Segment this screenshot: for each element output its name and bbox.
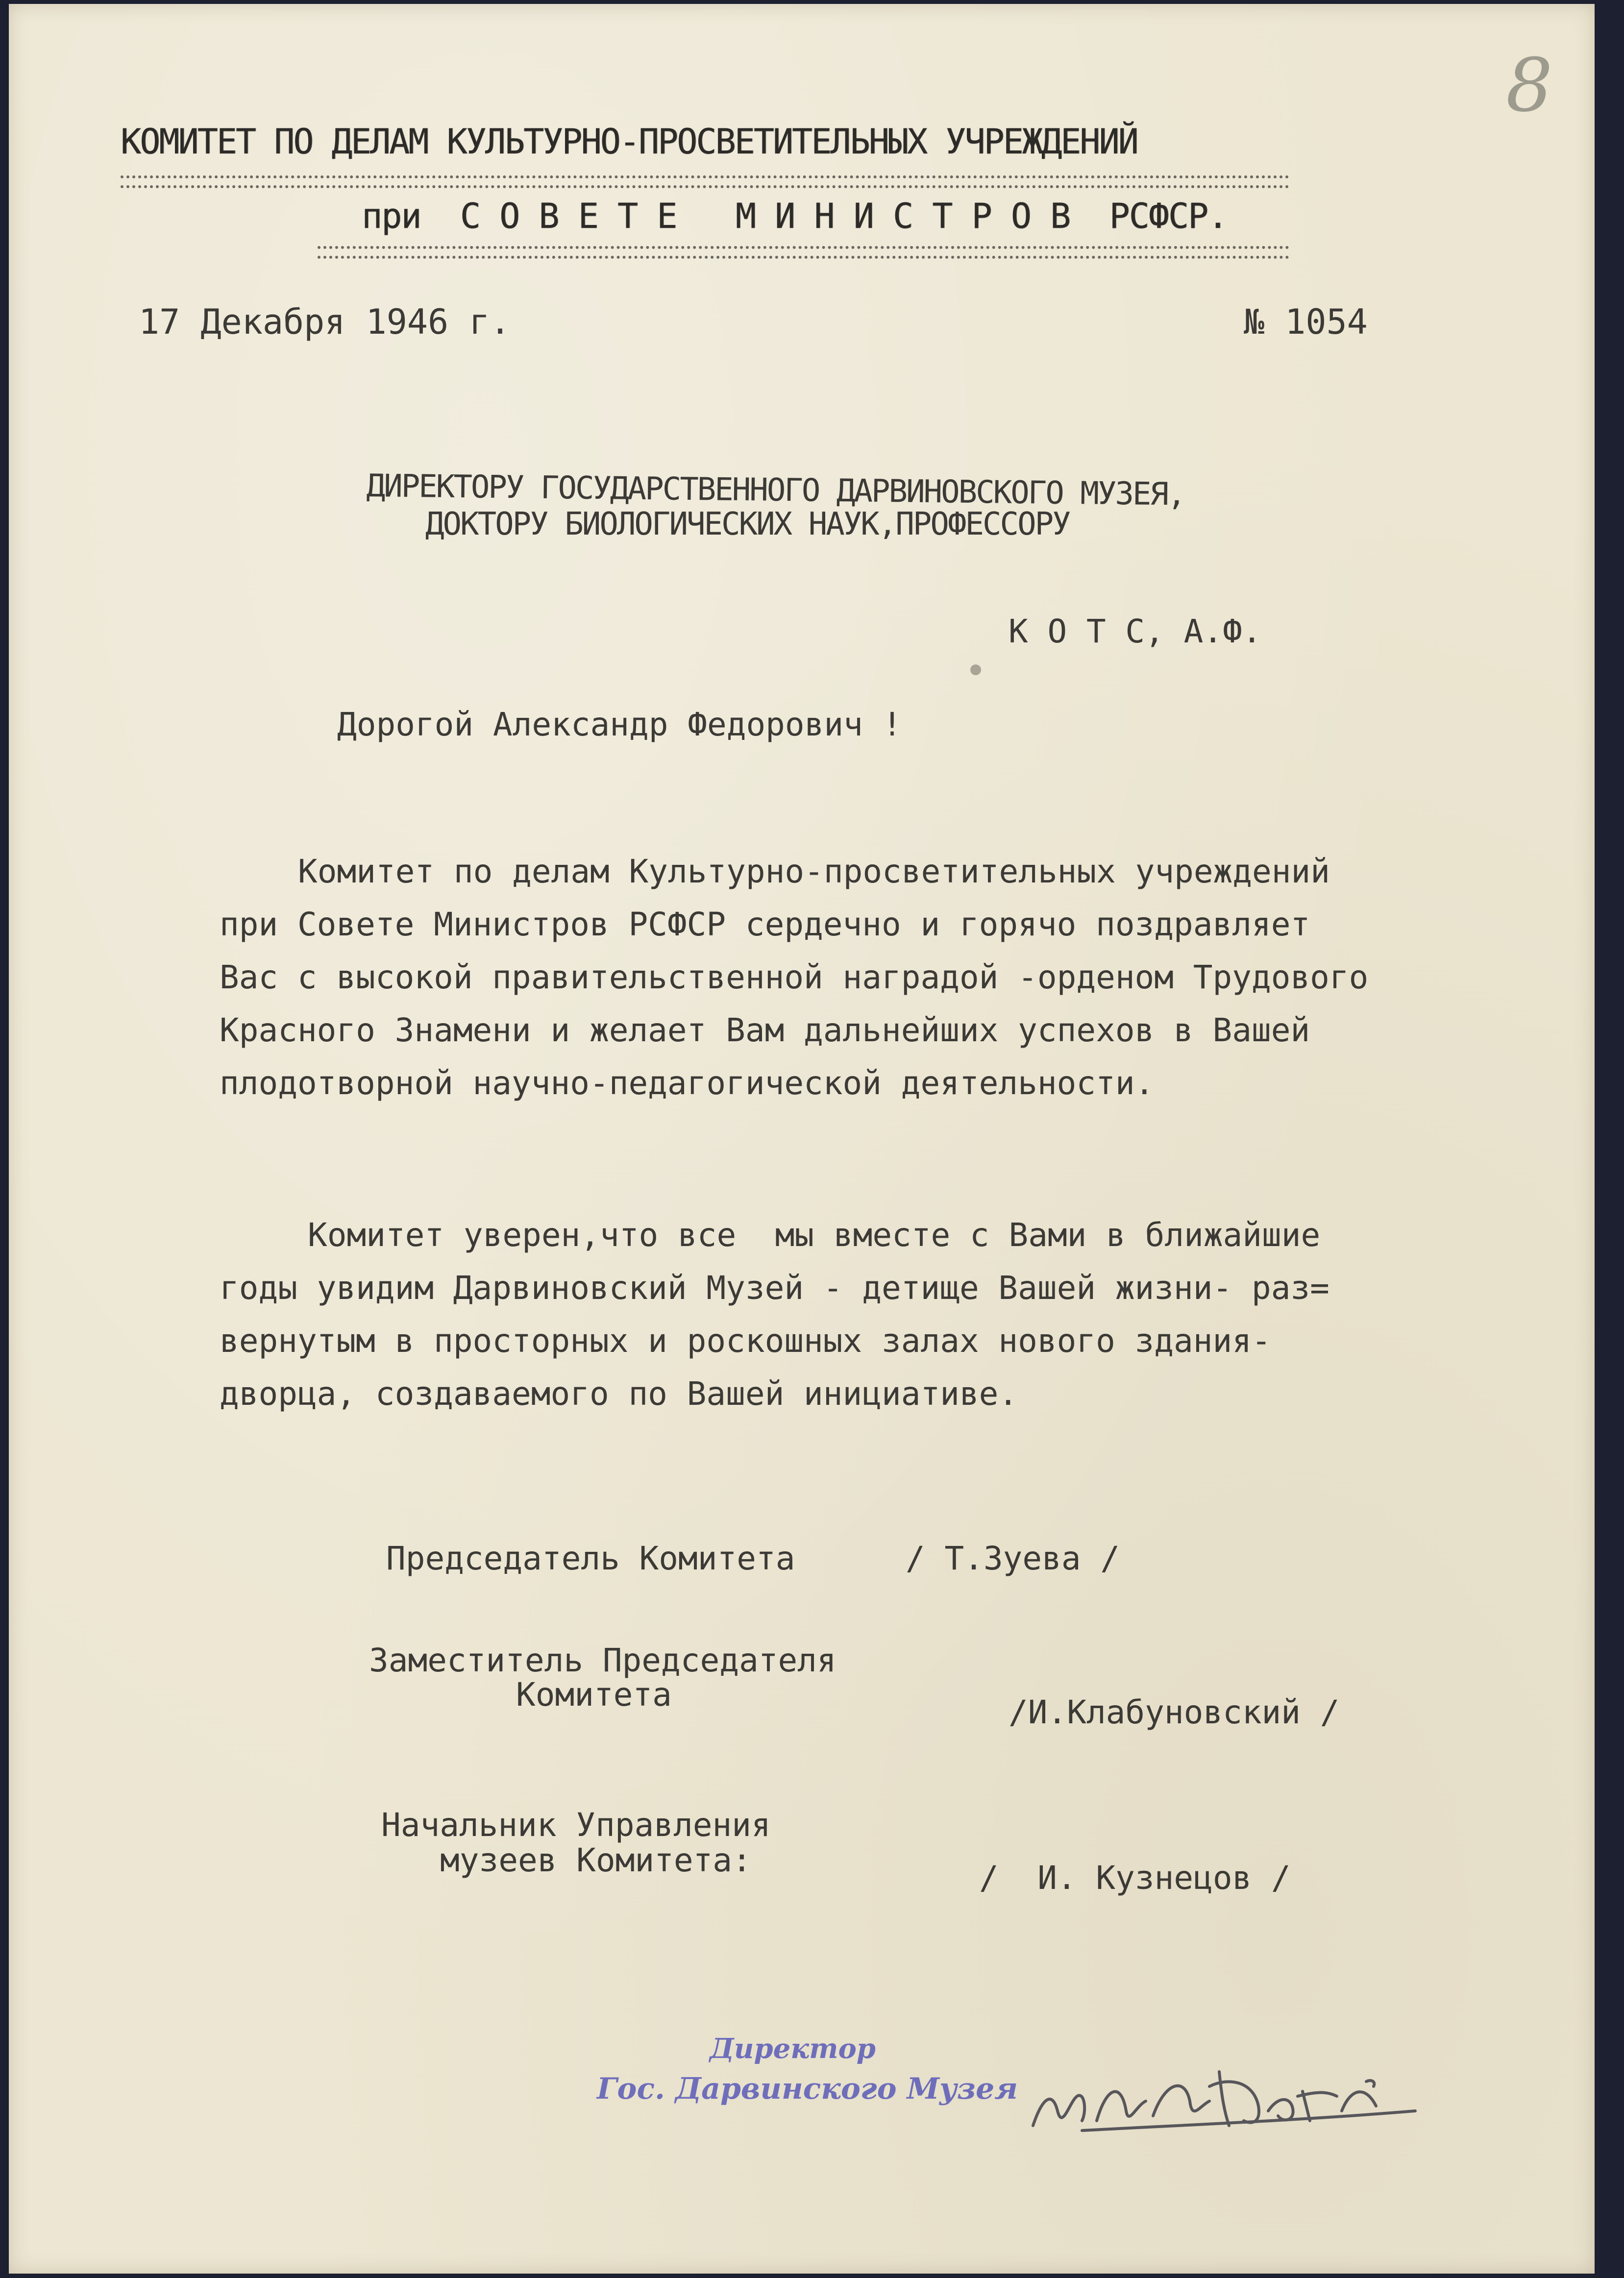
handwritten-signature [1023,2052,1425,2140]
paragraph-2-line-2: годы увидим Дарвиновский Музей - детище Вашей жизни- раз= [220,1269,1329,1307]
paragraph-1-line-1: Комитет по делам Культурно-просветительных учреждений [298,853,1330,890]
signatory-1-title: Председатель Комитета [386,1540,795,1577]
paragraph-2-line-1: Комитет уверен,что все мы вместе с Вами в ближайшие [308,1216,1321,1254]
document-date: 17 Декабря 1946 г. [139,302,511,342]
header-committee-name: КОМИТЕТ ПО ДЕЛАМ КУЛЬТУРНО-ПРОСВЕТИТЕЛЬНЫХ УЧРЕЖДЕНИЙ [121,122,1137,162]
header-rule-1 [121,175,1289,181]
paper-hole [970,664,981,675]
signatory-3-title-line-1: Начальник Управления [381,1806,771,1844]
document-number: № 1054 [1244,302,1368,342]
director-stamp-line-2: Гос. Дарвинского Музея [597,2072,1018,2106]
paragraph-1-line-2: при Совете Министров РСФСР сердечно и горячо поздравляет [220,906,1310,943]
header-rule-1b [121,185,1289,191]
paragraph-2-line-3: вернутым в просторных и роскошных залах нового здания- [220,1322,1271,1360]
header-rule-2b [318,256,1289,262]
salutation: Дорогой Александр Федорович ! [337,706,902,743]
signatory-1-name: / Т.Зуева / [906,1540,1120,1577]
signatory-3-title-line-2: музеев Комитета: [440,1841,752,1879]
header-rule-2 [318,246,1289,252]
header-council-name: при С О В Е Т Е М И Н И С Т Р О В РСФСР. [362,196,1228,236]
addressee-line-1: ДИРЕКТОРУ ГОСУДАРСТВЕННОГО ДАРВИНОВСКОГО МУЗЕЯ, [366,468,1185,513]
signatory-3-name: / И. Кузнецов / [979,1859,1291,1897]
paragraph-1-line-4: Красного Знамени и желает Вам дальнейших успехов в Вашей [220,1011,1310,1049]
paragraph-1-line-3: Вас с высокой правительственной наградой -орденом Трудового [220,958,1369,996]
document-page [9,4,1595,2274]
addressee-line-2: ДОКТОРУ БИОЛОГИЧЕСКИХ НАУК,ПРОФЕССОРУ [425,506,1070,542]
signatory-2-name: /И.Клабуновский / [1009,1693,1340,1731]
director-stamp-line-1: Директор [710,2033,876,2065]
paragraph-2-line-4: дворца, создаваемого по Вашей инициативе. [220,1375,1018,1413]
addressee-name: К О Т С, А.Ф. [1009,612,1262,650]
paragraph-1-line-5: плодотворной научно-педагогической деятельности. [220,1064,1155,1102]
archive-page-number: 8 [1506,43,1553,128]
signatory-2-title-line-1: Заместитель Председателя [369,1641,837,1679]
signatory-2-title-line-2: Комитета [516,1676,672,1714]
